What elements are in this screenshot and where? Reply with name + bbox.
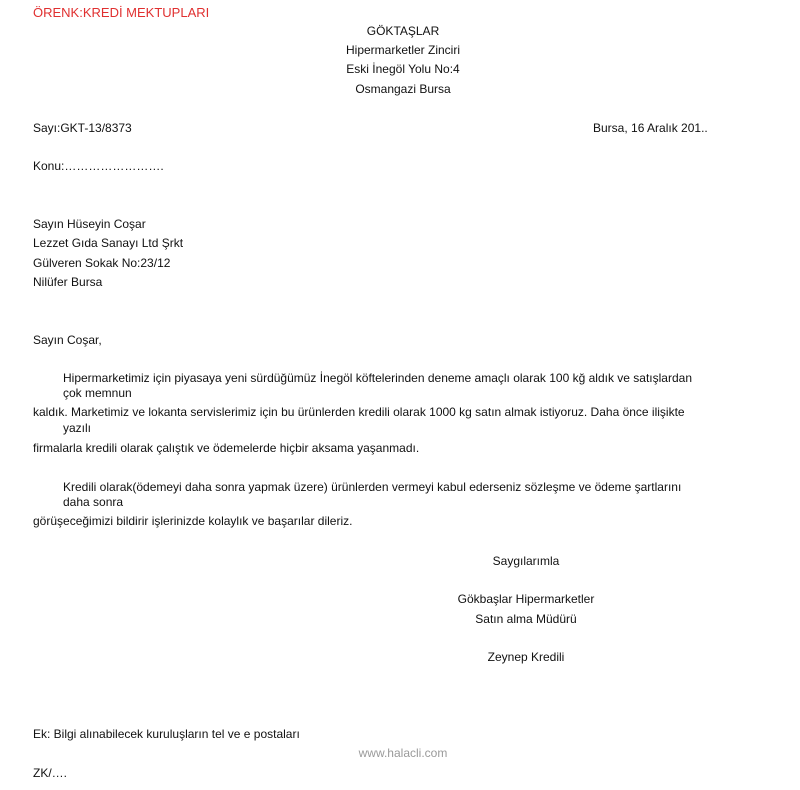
- cc-initials: ZK/….: [33, 766, 68, 780]
- salutation: Sayın Coşar,: [33, 333, 102, 347]
- letterhead-company: GÖKTAŞLAR: [366, 24, 440, 38]
- letterhead-line2: Eski İnegöl Yolu No:4: [346, 62, 460, 76]
- body-p2-line2: görüşeceğimizi bildirir işlerinizde kolaylık ve başarılar dileriz.: [33, 514, 353, 528]
- reference-number: Sayı:GKT-13/8373: [33, 121, 132, 135]
- body-p2-line1: Kredili olarak(ödemeyi daha sonra yapmak üzere) ürünlerden vermeyi kabul ederseniz sözleşme ve ödeme şartlarını: [63, 480, 682, 494]
- body-p1-line1-wrap: çok memnun: [63, 386, 132, 400]
- recipient-city: Nilüfer Bursa: [33, 275, 103, 289]
- recipient-street: Gülveren Sokak No:23/12: [33, 256, 171, 270]
- body-p2-line1-wrap: daha sonra: [63, 495, 124, 509]
- recipient-company: Lezzet Gıda Sanayı Ltd Şrkt: [33, 236, 184, 250]
- letterhead-line3: Osmangazi Bursa: [355, 82, 451, 96]
- closing-title: Satın alma Müdürü: [475, 612, 577, 626]
- recipient-name: Sayın Hüseyin Coşar: [33, 217, 146, 231]
- body-p1-line2: kaldık. Marketimiz ve lokanta servislerimiz için bu ürünlerden kredili olarak 1000 kg satın almak istiyoruz. Daha önce ilişikte: [33, 405, 685, 419]
- letter-date: Bursa, 16 Aralık 201..: [593, 121, 708, 135]
- body-p1-line3: firmalarla kredili olarak çalıştık ve ödemelerde hiçbir aksama yaşanmadı.: [33, 441, 420, 455]
- attachment-note: Ek: Bilgi alınabilecek kuruluşların tel ve e postaları: [33, 727, 300, 741]
- closing-name: Zeynep Kredili: [487, 650, 565, 664]
- subject-line: Konu:…………………….: [33, 159, 164, 173]
- closing-company: Gökbaşlar Hipermarketler: [457, 592, 595, 606]
- body-p1-line2-wrap: yazılı: [63, 421, 92, 435]
- body-p1-line1: Hipermarketimiz için piyasaya yeni sürdüğümüz İnegöl köftelerinden deneme amaçlı olarak 100 kğ aldık ve satışlardan: [63, 371, 692, 385]
- watermark: www.halacli.com: [358, 746, 448, 760]
- page-heading: ÖRENK:KREDİ MEKTUPLARI: [33, 5, 210, 20]
- closing-regards: Saygılarımla: [492, 554, 560, 568]
- letterhead-line1: Hipermarketler Zinciri: [345, 43, 461, 57]
